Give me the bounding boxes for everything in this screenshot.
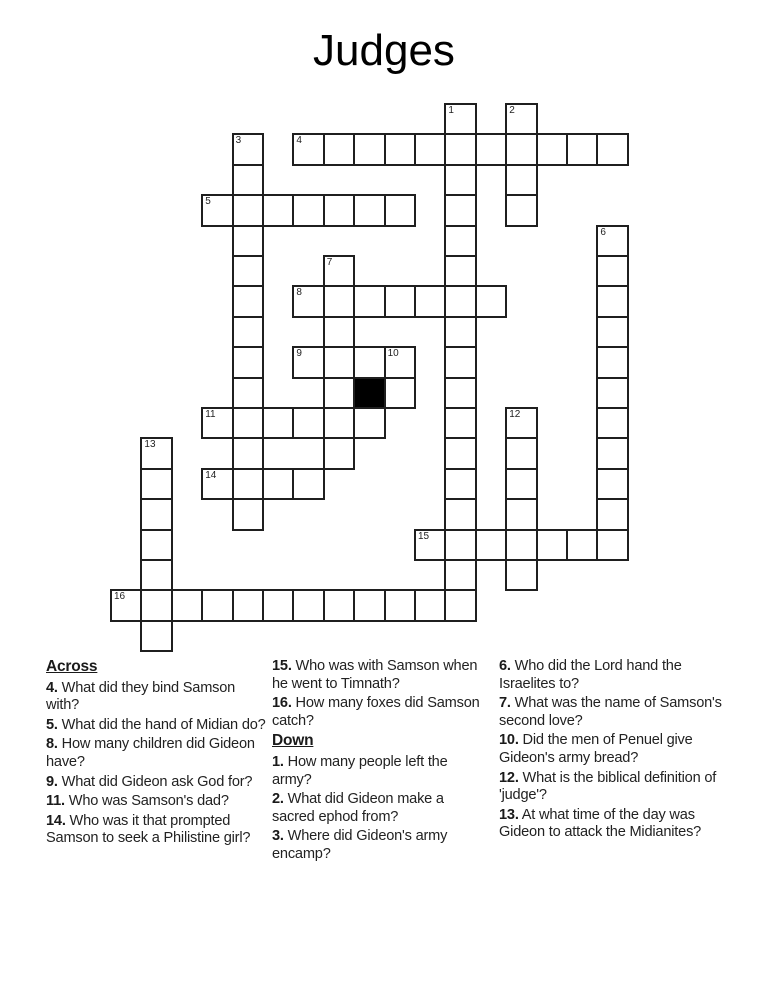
grid-cell[interactable]: [293, 469, 323, 499]
grid-cell[interactable]: [263, 590, 293, 620]
cell-number-15: 15: [418, 530, 430, 542]
clue-number: 15.: [272, 658, 292, 674]
clue-item: 5. What did the hand of Midian do?: [46, 716, 266, 733]
grid-cell[interactable]: [415, 286, 445, 316]
grid-cell[interactable]: [385, 378, 415, 408]
grid-cell[interactable]: [445, 438, 475, 468]
grid-cell[interactable]: [233, 347, 263, 377]
cell-number-8: 8: [296, 287, 302, 299]
grid-cell[interactable]: [141, 438, 171, 468]
grid-cell[interactable]: [172, 590, 202, 620]
grid-cell[interactable]: [506, 499, 536, 529]
grid-cell[interactable]: [415, 134, 445, 164]
clue-column-2: [272, 658, 487, 866]
grid-cell[interactable]: [111, 590, 141, 620]
grid-cell[interactable]: [385, 347, 415, 377]
crossword-grid: [111, 104, 629, 652]
grid-cell[interactable]: [354, 590, 384, 620]
grid-cell[interactable]: [537, 530, 567, 560]
grid-cell[interactable]: [354, 286, 384, 316]
grid-cell[interactable]: [597, 134, 627, 164]
grid-cell[interactable]: [445, 408, 475, 438]
grid-cell[interactable]: [445, 317, 475, 347]
cell-number-13: 13: [144, 439, 156, 451]
grid-cell[interactable]: [354, 408, 384, 438]
across-header: Across: [46, 658, 98, 675]
grid-cell[interactable]: [293, 590, 323, 620]
clue-column-3: [499, 658, 723, 844]
down-header: Down: [272, 732, 314, 750]
grid-cell[interactable]: [597, 378, 627, 408]
clue-item: 16. How many foxes did Samson catch?: [272, 695, 480, 729]
grid-cell[interactable]: [445, 378, 475, 408]
clue-number: 16.: [272, 695, 292, 712]
cell-number-14: 14: [205, 469, 217, 481]
grid-cell[interactable]: [445, 165, 475, 195]
clue-column-1: [46, 658, 270, 850]
clue-item: 15. Who was with Samson when he went to Timnath?: [272, 658, 478, 692]
grid-cell[interactable]: [445, 195, 475, 225]
clue-item: 11. Who was Samson's dad?: [46, 793, 229, 810]
grid-cell[interactable]: [202, 590, 232, 620]
cell-number-6: 6: [600, 226, 606, 238]
grid-cell[interactable]: [324, 378, 354, 408]
cell-number-3: 3: [235, 135, 242, 147]
clue-number: 12.: [499, 769, 519, 786]
grid-cell[interactable]: [233, 134, 263, 164]
grid-cell[interactable]: [233, 226, 263, 256]
grid-cell[interactable]: [476, 530, 506, 560]
cell-number-1: 1: [448, 105, 454, 116]
grid-cell[interactable]: [415, 530, 445, 560]
grid-cell[interactable]: [233, 469, 263, 499]
grid-cell[interactable]: [141, 590, 171, 620]
grid-cell[interactable]: [324, 134, 354, 164]
grid-cell[interactable]: [597, 256, 627, 286]
grid-cell[interactable]: [506, 560, 536, 590]
grid-cell[interactable]: [385, 590, 415, 620]
grid-cell[interactable]: [445, 499, 475, 529]
clue-item: 4. What did they bind Samson with?: [46, 679, 236, 714]
grid-cell[interactable]: [293, 134, 323, 164]
clue-item: 8. How many children did Gideon have?: [46, 736, 255, 770]
clue-number: 7.: [499, 695, 511, 712]
grid-cell[interactable]: [202, 469, 232, 499]
grid-cell[interactable]: [233, 499, 263, 529]
clue-number: 10.: [499, 732, 519, 749]
grid-cell[interactable]: [293, 286, 323, 316]
grid-cell[interactable]: [233, 195, 263, 225]
grid-cell[interactable]: [324, 317, 354, 347]
clue-item: 9. What did Gideon ask God for?: [46, 773, 253, 790]
clue-number: 6.: [499, 658, 511, 674]
grid-cell[interactable]: [506, 530, 536, 560]
grid-cell[interactable]: [597, 286, 627, 316]
clue-item: 1. How many people left the army?: [272, 753, 448, 788]
grid-cell[interactable]: [354, 195, 384, 225]
grid-cell[interactable]: [506, 134, 536, 164]
grid-cell[interactable]: [293, 195, 323, 225]
clue-number: 11.: [46, 793, 65, 810]
grid-cell[interactable]: [445, 347, 475, 377]
grid-cell[interactable]: [385, 134, 415, 164]
grid-cell[interactable]: [597, 408, 627, 438]
grid-cell[interactable]: [567, 134, 597, 164]
grid-cell[interactable]: [476, 286, 506, 316]
grid-cell[interactable]: [445, 226, 475, 256]
grid-cell[interactable]: [141, 469, 171, 499]
grid-cell[interactable]: [324, 256, 354, 286]
grid-cell[interactable]: [233, 286, 263, 316]
grid-cell[interactable]: [445, 286, 475, 316]
grid-cell[interactable]: [537, 134, 567, 164]
grid-cell[interactable]: [506, 195, 536, 225]
grid-cell[interactable]: [141, 499, 171, 529]
clue-number: 5.: [46, 716, 58, 733]
grid-cell[interactable]: [445, 560, 475, 590]
clue-number: 9.: [46, 773, 58, 790]
cell-number-11: 11: [205, 409, 216, 420]
grid-cell[interactable]: [385, 286, 415, 316]
grid-cell[interactable]: [293, 347, 323, 377]
grid-cell[interactable]: [324, 590, 354, 620]
grid-cell[interactable]: [415, 590, 445, 620]
grid-cell[interactable]: [506, 104, 536, 134]
grid-cell[interactable]: [445, 469, 475, 499]
grid-cell[interactable]: [233, 256, 263, 286]
clue-item: 2. What did Gideon make a sacred ephod from?: [272, 791, 444, 825]
clue-number: 3.: [272, 828, 284, 845]
clue-number: 4.: [46, 679, 58, 696]
grid-cell[interactable]: [263, 408, 293, 438]
grid-cell[interactable]: [597, 317, 627, 347]
grid-cell[interactable]: [506, 165, 536, 195]
clue-number: 8.: [46, 736, 58, 753]
black-cell: [354, 378, 384, 408]
grid-cell[interactable]: [445, 256, 475, 286]
grid-cell[interactable]: [385, 195, 415, 225]
grid-cell[interactable]: [506, 438, 536, 468]
clue-item: 6. Who did the Lord hand the Israelites to?: [499, 658, 682, 692]
cell-number-4: 4: [296, 135, 302, 147]
grid-cell[interactable]: [597, 347, 627, 377]
cell-number-9: 9: [296, 348, 302, 360]
grid-cell[interactable]: [293, 408, 323, 438]
grid-cell[interactable]: [597, 530, 627, 560]
clue-number: 2.: [272, 791, 284, 808]
grid-cell[interactable]: [233, 378, 263, 408]
grid-cell[interactable]: [445, 590, 475, 620]
clue-number: 13.: [499, 806, 519, 823]
grid-cell[interactable]: [233, 317, 263, 347]
cell-number-7: 7: [326, 257, 333, 268]
grid-cell[interactable]: [506, 469, 536, 499]
grid-cell[interactable]: [202, 195, 232, 225]
grid-cell[interactable]: [445, 134, 475, 164]
grid-cell[interactable]: [202, 408, 232, 438]
grid-cell[interactable]: [506, 408, 536, 438]
grid-cell[interactable]: [476, 134, 506, 164]
cell-number-12: 12: [509, 409, 521, 420]
grid-cell[interactable]: [324, 438, 354, 468]
clue-item: 13. At what time of the day was Gideon to attack the Midianites?: [499, 806, 702, 841]
grid-cell[interactable]: [233, 165, 263, 195]
grid-cell[interactable]: [263, 469, 293, 499]
clue-item: 3. Where did Gideon's army encamp?: [272, 828, 448, 862]
grid-cell[interactable]: [141, 560, 171, 590]
clue-item: 7. What was the name of Samson's second love?: [499, 695, 722, 729]
clue-number: 14.: [46, 812, 66, 829]
grid-cell[interactable]: [233, 590, 263, 620]
clue-item: 14. Who was it that prompted Samson to seek a Philistine girl?: [46, 812, 251, 847]
grid-cell[interactable]: [597, 469, 627, 499]
grid-cell[interactable]: [597, 438, 627, 468]
clue-number: 1.: [272, 753, 284, 770]
grid-cell[interactable]: [597, 226, 627, 256]
grid-cell[interactable]: [354, 134, 384, 164]
grid-cell[interactable]: [567, 530, 597, 560]
grid-cell[interactable]: [324, 286, 354, 316]
grid-cell[interactable]: [597, 499, 627, 529]
grid-cell[interactable]: [233, 438, 263, 468]
puzzle-title: Judges: [313, 26, 455, 75]
clue-item: 10. Did the men of Penuel give Gideon's army bread?: [499, 732, 693, 766]
grid-cell[interactable]: [354, 347, 384, 377]
cell-number-16: 16: [114, 591, 126, 603]
clue-item: 12. What is the biblical definition of 'judge'?: [499, 769, 717, 804]
grid-cell[interactable]: [233, 408, 263, 438]
grid-cell[interactable]: [141, 621, 171, 651]
cell-number-10: 10: [387, 348, 399, 360]
grid-cell[interactable]: [141, 530, 171, 560]
grid-cell[interactable]: [324, 408, 354, 438]
cell-number-5: 5: [205, 196, 211, 208]
grid-cell[interactable]: [263, 195, 293, 225]
grid-cell[interactable]: [324, 347, 354, 377]
cell-number-2: 2: [509, 105, 515, 116]
grid-cell[interactable]: [445, 530, 475, 560]
grid-cell[interactable]: [324, 195, 354, 225]
grid-cell[interactable]: [445, 104, 475, 134]
